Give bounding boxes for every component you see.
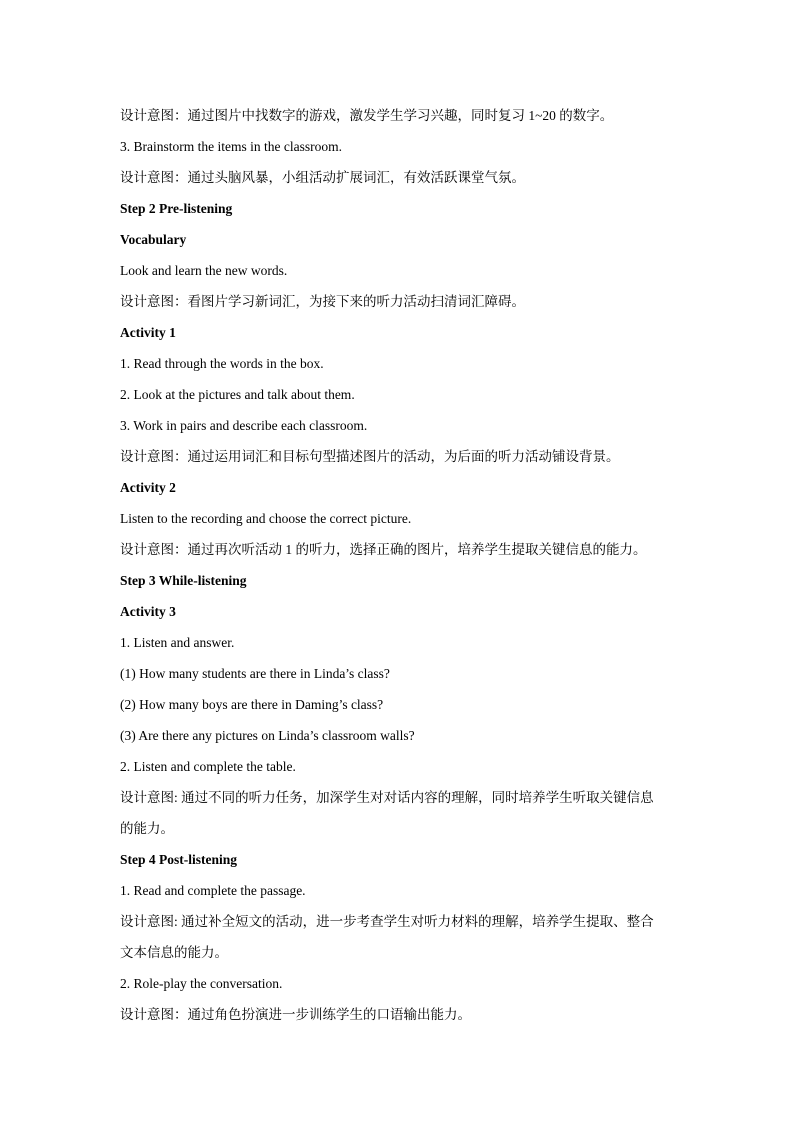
paragraph-line: 文本信息的能力。 [120,945,228,960]
section-heading: Activity 1 [120,325,176,340]
paragraph-line: 1. Read and complete the passage. [120,883,306,898]
paragraph-line: 设计意图：通过头脑风暴，小组活动扩展词汇，有效活跃课堂气氛。 [120,170,525,185]
paragraph-line: (2) How many boys are there in Daming’s class? [120,697,384,712]
paragraph-line: 设计意图: 通过补全短文的活动，进一步考查学生对听力材料的理解，培养学生提取、整合 [120,914,654,929]
section-heading: Step 3 While-listening [120,573,247,588]
section-heading: Activity 3 [120,604,176,619]
section-heading: Activity 2 [120,480,176,495]
paragraph-line: Look and learn the new words. [120,263,288,278]
paragraph-line: 2. Role-play the conversation. [120,976,283,991]
paragraph-line: 的能力。 [120,821,174,836]
section-heading: Step 4 Post-listening [120,852,238,867]
paragraph-line: (1) How many students are there in Linda’s class? [120,666,390,681]
document-body [120,100,676,1030]
paragraph-line: 1. Read through the words in the box. [120,356,324,371]
paragraph-line: 设计意图: 通过不同的听力任务，加深学生对对话内容的理解，同时培养学生听取关键信息 [120,790,654,805]
paragraph-line: 2. Listen and complete the table. [120,759,296,774]
paragraph-line: 2. Look at the pictures and talk about them. [120,387,355,402]
section-heading: Vocabulary [120,232,187,247]
paragraph-line: (3) Are there any pictures on Linda’s classroom walls? [120,728,415,743]
paragraph-line: 1. Listen and answer. [120,635,235,650]
paragraph-line: 3. Brainstorm the items in the classroom. [120,139,342,154]
section-heading: Step 2 Pre-listening [120,201,233,216]
paragraph-line: 设计意图：看图片学习新词汇，为接下来的听力活动扫清词汇障碍。 [120,294,525,309]
paragraph-line: 3. Work in pairs and describe each classroom. [120,418,368,433]
paragraph-line: 设计意图：通过图片中找数字的游戏，激发学生学习兴趣，同时复习 1~20 的数字。 [120,108,614,123]
paragraph-line: 设计意图：通过再次听活动 1 的听力，选择正确的图片，培养学生提取关键信息的能力。 [120,542,647,557]
paragraph-line: 设计意图：通过角色扮演进一步训练学生的口语输出能力。 [120,1007,471,1022]
paragraph-line: Listen to the recording and choose the correct picture. [120,511,412,526]
paragraph-line: 设计意图：通过运用词汇和目标句型描述图片的活动，为后面的听力活动铺设背景。 [120,449,620,464]
